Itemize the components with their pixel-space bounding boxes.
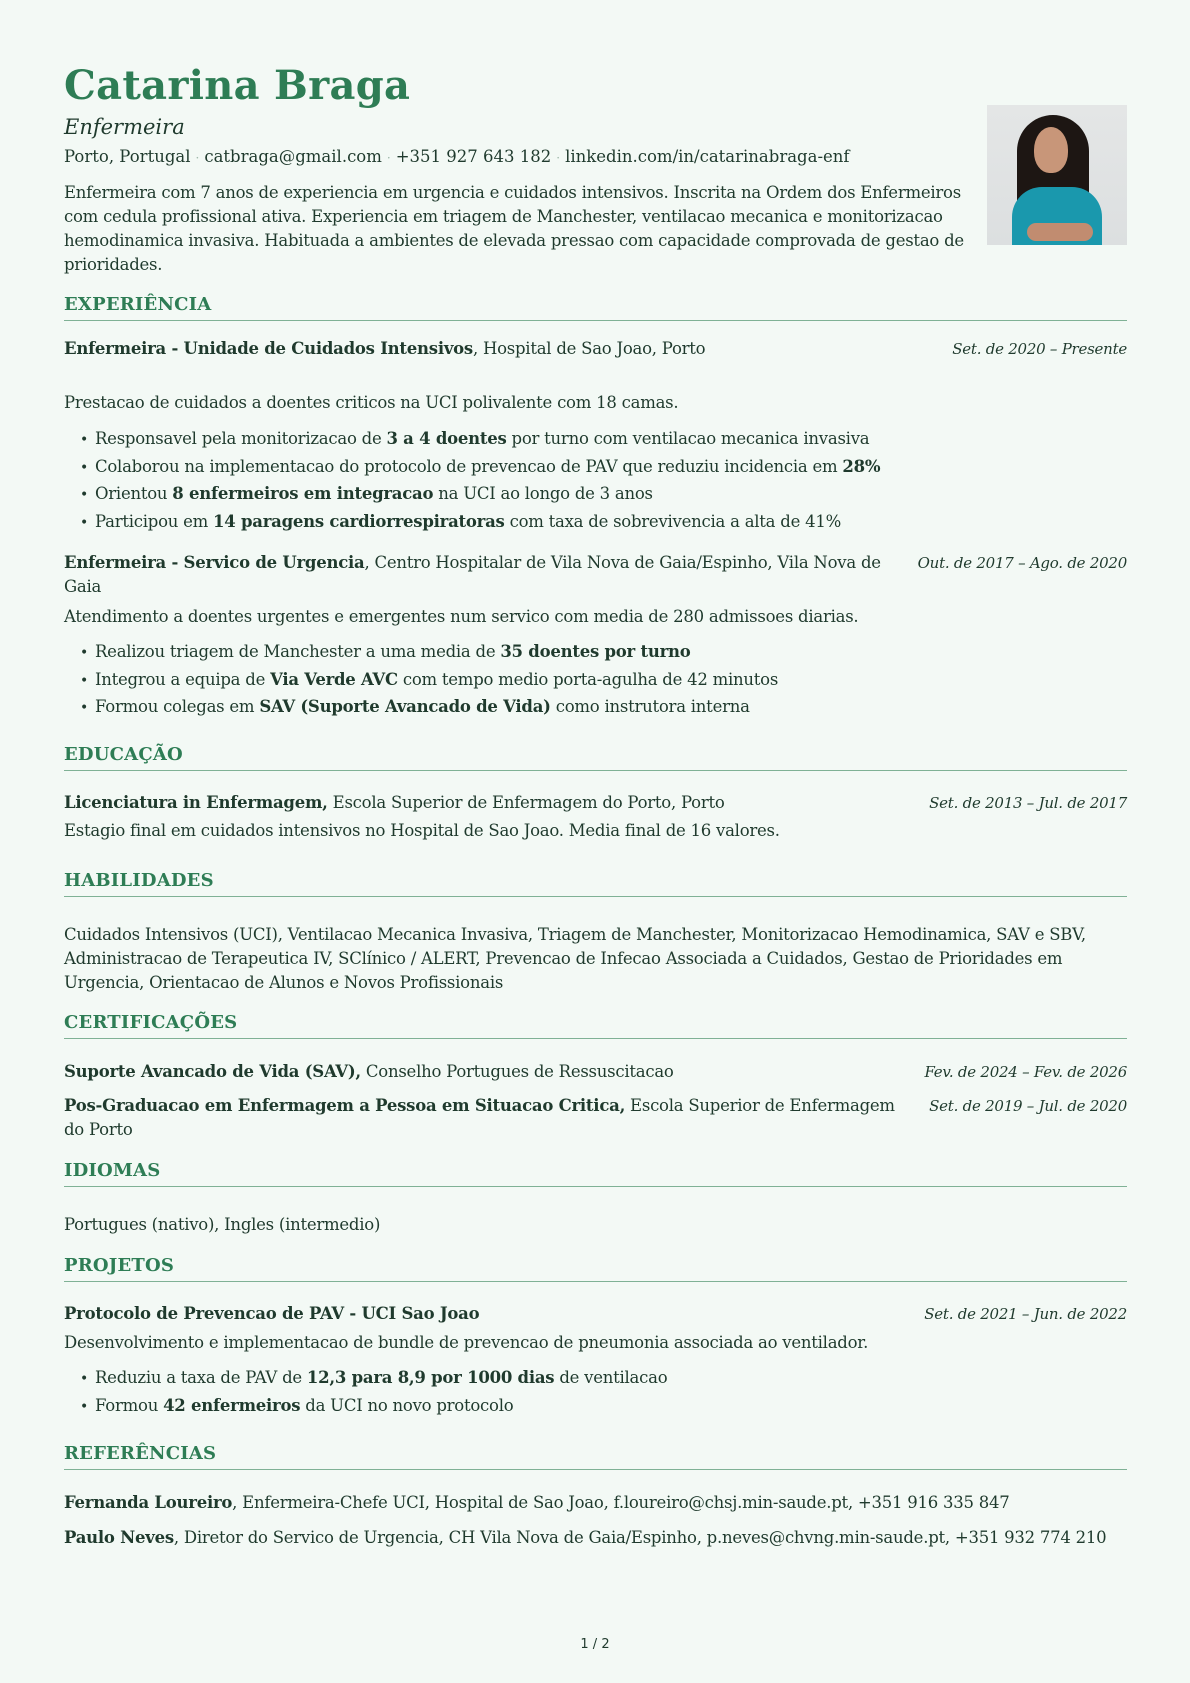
certification-dates: Fev. de 2024 – Fev. de 2026 [924, 1063, 1127, 1081]
languages-text: Portugues (nativo), Ingles (intermedio) [64, 1215, 381, 1234]
job-bullets [80, 638, 1120, 721]
job-org: , Hospital de Sao Joao, Porto [472, 339, 706, 358]
job-entry-1 [64, 337, 1127, 361]
profile-summary: Enfermeira com 7 anos de experiencia em urgencia e cuidados intensivos. Inscrita na Ordem dos Enfermeiros com cedula profissional ativa. Experiencia em triagem de Manchester, ventilacao mecanica e monitorizacao hemodinamica invasiva. Habituada a ambientes de elevada pressao com capacidade comprovada de gestao de prioridades. [64, 183, 964, 274]
reference-entry [64, 1491, 1127, 1515]
education-description: Estagio final em cuidados intensivos no Hospital de Sao Joao. Media final de 16 valores. [64, 821, 780, 840]
certification-entry [64, 1094, 1127, 1142]
project-description: Desenvolvimento e implementacao de bundle de prevencao de pneumonia associada ao ventilador. [64, 1333, 869, 1352]
job-role: Enfermeira - Unidade de Cuidados Intensivos [64, 339, 473, 358]
job-org: , Centro Hospitalar de Vila Nova de Gaia/Espinho, Vila Nova de Gaia [64, 553, 881, 596]
list-item: • Formou 42 enfermeiros da UCI no novo protocolo [80, 1392, 1120, 1420]
candidate-title: Enfermeira [64, 115, 185, 139]
contact-email[interactable]: catbraga@gmail.com [204, 147, 382, 166]
list-item: • Participou em 14 paragens cardiorrespiratoras com taxa de sobrevivencia a alta de 41% [80, 508, 1120, 536]
list-item: • Colaborou na implementacao do protocolo de prevencao de PAV que reduziu incidencia em 28% [80, 453, 1120, 481]
project-name: Protocolo de Prevencao de PAV - UCI Sao Joao [64, 1304, 480, 1323]
profile-photo [987, 105, 1127, 245]
project-dates: Set. de 2021 – Jun. de 2022 [924, 1305, 1127, 1323]
certification-name: Suporte Avancado de Vida (SAV), [64, 1062, 361, 1081]
job-dates: Set. de 2020 – Presente [952, 340, 1127, 358]
list-item: • Formou colegas em SAV (Suporte Avancado de Vida) como instrutora interna [80, 693, 1120, 721]
certification-issuer: Conselho Portugues de Ressuscitacao [360, 1062, 674, 1081]
certification-dates: Set. de 2019 – Jul. de 2020 [929, 1097, 1127, 1115]
education-dates: Set. de 2013 – Jul. de 2017 [929, 794, 1127, 812]
section-heading-education: EDUCAÇÃO [64, 744, 1127, 771]
project-bullets [80, 1364, 1120, 1419]
list-item: • Reduziu a taxa de PAV de 12,3 para 8,9 por 1000 dias de ventilacao [80, 1364, 1120, 1392]
certification-entry [64, 1060, 1127, 1084]
separator-dot: · [386, 150, 391, 165]
section-heading-skills: HABILIDADES [64, 870, 1127, 897]
contact-phone[interactable]: +351 927 643 182 [395, 147, 552, 166]
section-heading-experience: EXPERIÊNCIA [64, 294, 1127, 321]
job-entry-2 [64, 551, 1127, 599]
section-heading-languages: IDIOMAS [64, 1160, 1127, 1187]
certification-name: Pos-Graduacao em Enfermagem a Pessoa em Situacao Critica, [64, 1096, 626, 1115]
candidate-name: Catarina Braga [64, 62, 411, 109]
separator-dot: · [195, 150, 200, 165]
section-heading-projects: PROJETOS [64, 1255, 1127, 1282]
reference-name: Paulo Neves [64, 1528, 174, 1547]
reference-name: Fernanda Loureiro [64, 1493, 233, 1512]
certification-issuer: Escola Superior de Enfermagem do Porto [64, 1096, 895, 1139]
list-item: • Integrou a equipa de Via Verde AVC com tempo medio porta-agulha de 42 minutos [80, 666, 1120, 694]
job-description: Atendimento a doentes urgentes e emergentes num servico com media de 280 admissoes diarias. [64, 607, 859, 626]
contact-linkedin[interactable]: linkedin.com/in/catarinabraga-enf [565, 147, 850, 166]
job-bullets [80, 425, 1120, 535]
list-item: • Orientou 8 enfermeiros em integracao na UCI ao longo de 3 anos [80, 480, 1120, 508]
separator-dot: · [556, 150, 561, 165]
project-entry [64, 1302, 1127, 1326]
job-description: Prestacao de cuidados a doentes criticos na UCI polivalente com 18 camas. [64, 393, 679, 412]
section-heading-references: REFERÊNCIAS [64, 1443, 1127, 1470]
reference-entry [64, 1526, 1127, 1550]
contact-location: Porto, Portugal [64, 147, 191, 166]
job-role: Enfermeira - Servico de Urgencia [64, 553, 365, 572]
photo-face-shape [1034, 127, 1068, 173]
reference-details: , Diretor do Servico de Urgencia, CH Vila Nova de Gaia/Espinho, p.neves@chvng.min-saude.pt, +351 932 774 210 [173, 1528, 1107, 1547]
reference-details: , Enfermeira-Chefe UCI, Hospital de Sao Joao, f.loureiro@chsj.min-saude.pt, +351 916 335 847 [232, 1493, 1010, 1512]
degree: Licenciatura in Enfermagem, [64, 793, 328, 812]
contact-line [64, 147, 850, 166]
job-dates: Out. de 2017 – Ago. de 2020 [917, 554, 1127, 572]
list-item: • Realizou triagem de Manchester a uma media de 35 doentes por turno [80, 638, 1120, 666]
section-heading-certifications: CERTIFICAÇÕES [64, 1012, 1127, 1039]
page-indicator: 1 / 2 [580, 1637, 610, 1652]
education-entry [64, 791, 1127, 815]
skills-text: Cuidados Intensivos (UCI), Ventilacao Mecanica Invasiva, Triagem de Manchester, Monitorizacao Hemodinamica, SAV e SBV, Administracao de Terapeutica IV, SClínico / ALERT, Prevencao de Infecao Associada a Cuidados, Gestao de Prioridades em Urgencia, Orientacao de Alunos e Novos Profissionais [64, 925, 1086, 992]
photo-arms-shape [1027, 223, 1093, 241]
list-item: • Responsavel pela monitorizacao de 3 a 4 doentes por turno com ventilacao mecanica invasiva [80, 425, 1120, 453]
school: Escola Superior de Enfermagem do Porto, Porto [327, 793, 725, 812]
